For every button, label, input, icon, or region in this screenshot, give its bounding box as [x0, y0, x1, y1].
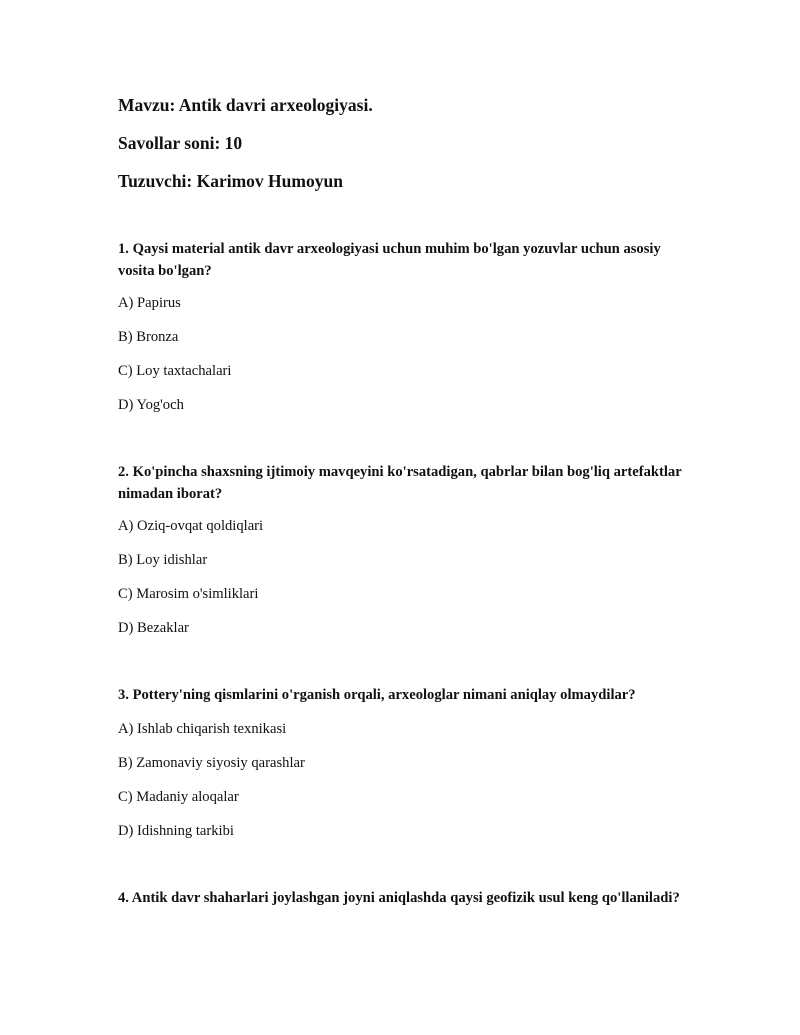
question-1-option-c: C) Loy taxtachalari	[118, 363, 232, 379]
question-2-option-a: A) Oziq-ovqat qoldiqlari	[118, 518, 264, 534]
question-3-option-b: B) Zamonaviy siyosiy qarashlar	[118, 755, 305, 771]
question-1-option-b: B) Bronza	[118, 329, 179, 345]
question-1-text: 1. Qaysi material antik davr arxeologiyasi uchun muhim bo'lgan yozuvlar uchun asosiy vosita bo'lgan?	[118, 241, 661, 279]
question-2-text: 2. Ko'pincha shaxsning ijtimoiy mavqeyini ko'rsatadigan, qabrlar bilan bog'liq artefaktlar nimadan iborat?	[118, 464, 682, 502]
question-count-heading: Savollar soni: 10	[118, 133, 243, 153]
question-3-text: 3. Pottery'ning qismlarini o'rganish orqali, arxeologlar nimani aniqlay olmaydilar?	[118, 687, 636, 703]
question-1-option-d: D) Yog'och	[118, 397, 184, 413]
question-2-option-c: C) Marosim o'simliklari	[118, 586, 259, 602]
question-3-option-a: A) Ishlab chiqarish texnikasi	[118, 721, 287, 737]
question-2-option-b: B) Loy idishlar	[118, 552, 208, 568]
question-3-option-d: D) Idishning tarkibi	[118, 823, 234, 839]
topic-heading: Mavzu: Antik davri arxeologiyasi.	[118, 95, 373, 115]
question-3-option-c: C) Madaniy aloqalar	[118, 789, 239, 805]
question-1-option-a: A) Papirus	[118, 295, 181, 311]
question-4-text: 4. Antik davr shaharlari joylashgan joyni aniqlashda qaysi geofizik usul keng qo'llaniladi?	[118, 890, 680, 906]
author-heading: Tuzuvchi: Karimov Humoyun	[118, 171, 343, 191]
question-2-option-d: D) Bezaklar	[118, 620, 189, 636]
